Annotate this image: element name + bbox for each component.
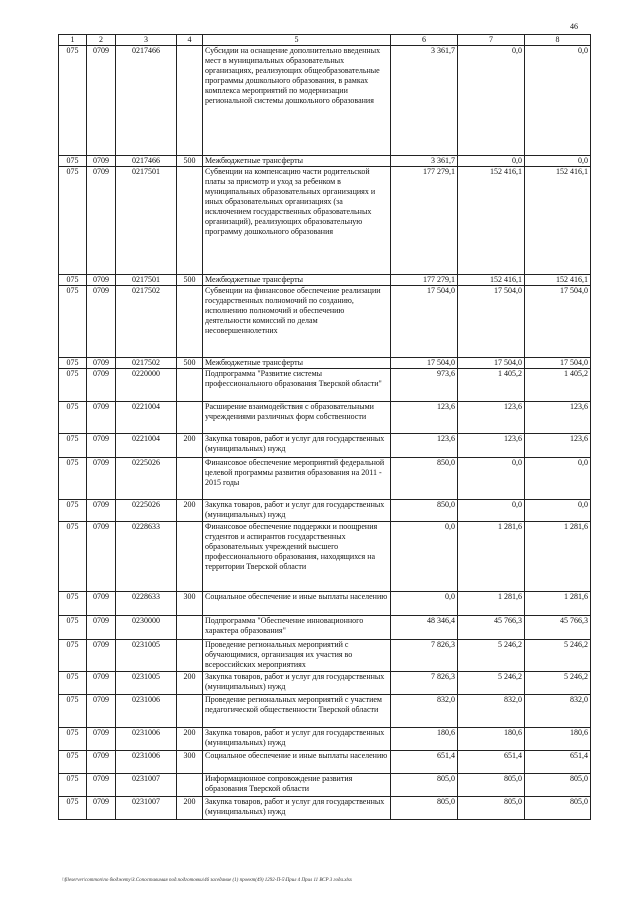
admin-code-cell: 075 <box>59 695 87 728</box>
expense-type-cell <box>177 286 203 358</box>
amount-year2-cell: 651,4 <box>458 751 525 774</box>
amount-year3-cell: 45 766,3 <box>525 616 591 640</box>
admin-code-cell: 075 <box>59 797 87 820</box>
amount-year3-cell: 0,0 <box>525 458 591 500</box>
description-cell: Подпрограмма "Развитие системы профессионального образования Тверской области" <box>203 369 391 402</box>
admin-code-cell: 075 <box>59 522 87 592</box>
amount-year1-cell: 805,0 <box>391 774 458 797</box>
section-code-cell: 0709 <box>87 167 116 275</box>
article-code-cell: 0231006 <box>116 751 177 774</box>
table-row <box>59 592 591 616</box>
amount-year2-cell: 5 246,2 <box>458 672 525 695</box>
table-row <box>59 402 591 434</box>
expense-type-cell: 500 <box>177 275 203 286</box>
amount-year1-cell: 17 504,0 <box>391 286 458 358</box>
section-code-cell: 0709 <box>87 500 116 522</box>
amount-year2-cell: 0,0 <box>458 500 525 522</box>
admin-code-cell: 075 <box>59 46 87 156</box>
page-number: 46 <box>570 22 578 31</box>
section-code-cell: 0709 <box>87 402 116 434</box>
amount-year2-cell: 45 766,3 <box>458 616 525 640</box>
table-row <box>59 522 591 592</box>
article-code-cell: 0231007 <box>116 774 177 797</box>
amount-year1-cell: 177 279,1 <box>391 167 458 275</box>
table-row <box>59 695 591 728</box>
amount-year3-cell: 17 504,0 <box>525 286 591 358</box>
amount-year3-cell: 152 416,1 <box>525 167 591 275</box>
section-code-cell: 0709 <box>87 774 116 797</box>
table-row <box>59 616 591 640</box>
admin-code-cell: 075 <box>59 672 87 695</box>
amount-year2-cell: 152 416,1 <box>458 275 525 286</box>
section-code-cell: 0709 <box>87 46 116 156</box>
expense-type-cell: 200 <box>177 728 203 751</box>
expense-type-cell: 300 <box>177 592 203 616</box>
amount-year2-cell: 0,0 <box>458 46 525 156</box>
admin-code-cell: 075 <box>59 286 87 358</box>
description-cell: Субвенции на финансовое обеспечение реализации государственных полномочий по созданию, исполнению полномочий и обеспечению деятельности комиссий по делам несовершеннолетних <box>203 286 391 358</box>
amount-year2-cell: 17 504,0 <box>458 286 525 358</box>
amount-year1-cell: 651,4 <box>391 751 458 774</box>
expense-type-cell: 200 <box>177 672 203 695</box>
table-row <box>59 640 591 672</box>
article-code-cell: 0217466 <box>116 156 177 167</box>
section-code-cell: 0709 <box>87 751 116 774</box>
table-row <box>59 369 591 402</box>
amount-year1-cell: 123,6 <box>391 402 458 434</box>
article-code-cell: 0228633 <box>116 592 177 616</box>
description-cell: Межбюджетные трансферты <box>203 275 391 286</box>
header-cell: 8 <box>525 35 591 46</box>
amount-year1-cell: 180,6 <box>391 728 458 751</box>
amount-year2-cell: 17 504,0 <box>458 358 525 369</box>
expense-type-cell: 200 <box>177 797 203 820</box>
amount-year2-cell: 180,6 <box>458 728 525 751</box>
amount-year3-cell: 5 246,2 <box>525 672 591 695</box>
amount-year1-cell: 7 826,3 <box>391 672 458 695</box>
admin-code-cell: 075 <box>59 275 87 286</box>
amount-year3-cell: 123,6 <box>525 402 591 434</box>
description-cell: Субсидии на оснащение дополнительно введенных мест в муниципальных образовательных организациях, реализующих общеобразовательные программы дошкольного образования, в рамках комплекса мероприятий по модернизации региональной системы дошкольного образования <box>203 46 391 156</box>
section-code-cell: 0709 <box>87 695 116 728</box>
amount-year3-cell: 805,0 <box>525 797 591 820</box>
description-cell: Социальное обеспечение и иные выплаты населению <box>203 751 391 774</box>
article-code-cell: 0217502 <box>116 358 177 369</box>
admin-code-cell: 075 <box>59 751 87 774</box>
article-code-cell: 0217466 <box>116 46 177 156</box>
amount-year2-cell: 5 246,2 <box>458 640 525 672</box>
amount-year3-cell: 180,6 <box>525 728 591 751</box>
description-cell: Закупка товаров, работ и услуг для государственных (муниципальных) нужд <box>203 797 391 820</box>
section-code-cell: 0709 <box>87 434 116 458</box>
section-code-cell: 0709 <box>87 797 116 820</box>
expense-type-cell <box>177 640 203 672</box>
admin-code-cell: 075 <box>59 640 87 672</box>
section-code-cell: 0709 <box>87 640 116 672</box>
description-cell: Социальное обеспечение и иные выплаты населению <box>203 592 391 616</box>
amount-year3-cell: 17 504,0 <box>525 358 591 369</box>
header-cell: 5 <box>203 35 391 46</box>
table-row <box>59 500 591 522</box>
description-cell: Межбюджетные трансферты <box>203 156 391 167</box>
expense-type-cell <box>177 774 203 797</box>
admin-code-cell: 075 <box>59 774 87 797</box>
amount-year3-cell: 1 405,2 <box>525 369 591 402</box>
amount-year1-cell: 832,0 <box>391 695 458 728</box>
admin-code-cell: 075 <box>59 434 87 458</box>
section-code-cell: 0709 <box>87 616 116 640</box>
admin-code-cell: 075 <box>59 616 87 640</box>
amount-year2-cell: 832,0 <box>458 695 525 728</box>
amount-year1-cell: 805,0 <box>391 797 458 820</box>
section-code-cell: 0709 <box>87 275 116 286</box>
section-code-cell: 0709 <box>87 728 116 751</box>
amount-year3-cell: 832,0 <box>525 695 591 728</box>
table-row <box>59 434 591 458</box>
amount-year2-cell: 1 405,2 <box>458 369 525 402</box>
section-code-cell: 0709 <box>87 286 116 358</box>
expense-type-cell <box>177 458 203 500</box>
amount-year3-cell: 152 416,1 <box>525 275 591 286</box>
description-cell: Расширение взаимодействия с образовательными учреждениями различных форм собственности <box>203 402 391 434</box>
description-cell: Субвенции на компенсацию части родительской платы за присмотр и уход за ребенком в муниципальных образовательных организациях и иных образовательных организациях (за исключением государственных образовательных организаций), реализующих образовательную программу дошкольного образования <box>203 167 391 275</box>
header-cell: 3 <box>116 35 177 46</box>
admin-code-cell: 075 <box>59 728 87 751</box>
section-code-cell: 0709 <box>87 672 116 695</box>
expense-type-cell <box>177 369 203 402</box>
expense-type-cell <box>177 522 203 592</box>
section-code-cell: 0709 <box>87 156 116 167</box>
table-row <box>59 275 591 286</box>
expense-type-cell <box>177 46 203 156</box>
table-header-row <box>59 35 591 46</box>
header-cell: 7 <box>458 35 525 46</box>
amount-year3-cell: 0,0 <box>525 46 591 156</box>
footer-file-path: \\fileserver\common\по бюджету\З.Сопоставимая под.подготовки\46 заседание (1) проект(49) 1292-П-5\Прил 4 Прил 11 ВСР 3 года.xlsx <box>62 878 352 883</box>
amount-year3-cell: 0,0 <box>525 500 591 522</box>
amount-year2-cell: 0,0 <box>458 156 525 167</box>
article-code-cell: 0221004 <box>116 402 177 434</box>
amount-year1-cell: 3 361,7 <box>391 46 458 156</box>
expense-type-cell: 300 <box>177 751 203 774</box>
description-cell: Межбюджетные трансферты <box>203 358 391 369</box>
admin-code-cell: 075 <box>59 500 87 522</box>
article-code-cell: 0221004 <box>116 434 177 458</box>
amount-year1-cell: 177 279,1 <box>391 275 458 286</box>
section-code-cell: 0709 <box>87 358 116 369</box>
amount-year1-cell: 850,0 <box>391 500 458 522</box>
expense-type-cell: 500 <box>177 358 203 369</box>
article-code-cell: 0220000 <box>116 369 177 402</box>
table-row <box>59 167 591 275</box>
article-code-cell: 0217501 <box>116 275 177 286</box>
amount-year1-cell: 0,0 <box>391 522 458 592</box>
amount-year2-cell: 123,6 <box>458 434 525 458</box>
header-cell: 4 <box>177 35 203 46</box>
header-cell: 6 <box>391 35 458 46</box>
amount-year2-cell: 805,0 <box>458 797 525 820</box>
article-code-cell: 0231006 <box>116 695 177 728</box>
amount-year2-cell: 152 416,1 <box>458 167 525 275</box>
section-code-cell: 0709 <box>87 369 116 402</box>
amount-year2-cell: 0,0 <box>458 458 525 500</box>
article-code-cell: 0228633 <box>116 522 177 592</box>
header-cell: 2 <box>87 35 116 46</box>
amount-year3-cell: 805,0 <box>525 774 591 797</box>
expense-type-cell: 200 <box>177 500 203 522</box>
amount-year3-cell: 0,0 <box>525 156 591 167</box>
description-cell: Закупка товаров, работ и услуг для государственных (муниципальных) нужд <box>203 500 391 522</box>
table-row <box>59 46 591 156</box>
amount-year3-cell: 1 281,6 <box>525 592 591 616</box>
table-row <box>59 672 591 695</box>
article-code-cell: 0225026 <box>116 500 177 522</box>
admin-code-cell: 075 <box>59 369 87 402</box>
article-code-cell: 0230000 <box>116 616 177 640</box>
description-cell: Финансовое обеспечение мероприятий федеральной целевой программы развития образования на 2011 - 2015 годы <box>203 458 391 500</box>
admin-code-cell: 075 <box>59 402 87 434</box>
section-code-cell: 0709 <box>87 592 116 616</box>
budget-table <box>58 34 591 820</box>
description-cell: Проведение региональных мероприятий с участием педагогической общественности Тверской области <box>203 695 391 728</box>
description-cell: Проведение региональных мероприятий с обучающимися, организация их участия во всероссийских мероприятиях <box>203 640 391 672</box>
amount-year3-cell: 123,6 <box>525 434 591 458</box>
table-row <box>59 797 591 820</box>
admin-code-cell: 075 <box>59 592 87 616</box>
amount-year2-cell: 805,0 <box>458 774 525 797</box>
description-cell: Информационное сопровождение развития образования Тверской области <box>203 774 391 797</box>
amount-year1-cell: 973,6 <box>391 369 458 402</box>
amount-year3-cell: 1 281,6 <box>525 522 591 592</box>
article-code-cell: 0217502 <box>116 286 177 358</box>
table-row <box>59 358 591 369</box>
amount-year3-cell: 5 246,2 <box>525 640 591 672</box>
section-code-cell: 0709 <box>87 458 116 500</box>
amount-year3-cell: 651,4 <box>525 751 591 774</box>
amount-year1-cell: 850,0 <box>391 458 458 500</box>
admin-code-cell: 075 <box>59 358 87 369</box>
description-cell: Закупка товаров, работ и услуг для государственных (муниципальных) нужд <box>203 434 391 458</box>
admin-code-cell: 075 <box>59 167 87 275</box>
table-row <box>59 286 591 358</box>
expense-type-cell <box>177 616 203 640</box>
header-cell: 1 <box>59 35 87 46</box>
description-cell: Финансовое обеспечение поддержки и поощрения студентов и аспирантов государственных образовательных учреждений высшего профессионального образования, находящихся на территории Тверской области <box>203 522 391 592</box>
amount-year1-cell: 48 346,4 <box>391 616 458 640</box>
amount-year1-cell: 7 826,3 <box>391 640 458 672</box>
amount-year2-cell: 1 281,6 <box>458 592 525 616</box>
description-cell: Закупка товаров, работ и услуг для государственных (муниципальных) нужд <box>203 728 391 751</box>
article-code-cell: 0231006 <box>116 728 177 751</box>
description-cell: Подпрограмма "Обеспечение инновационного характера образования" <box>203 616 391 640</box>
description-cell: Закупка товаров, работ и услуг для государственных (муниципальных) нужд <box>203 672 391 695</box>
table-row <box>59 156 591 167</box>
amount-year1-cell: 123,6 <box>391 434 458 458</box>
admin-code-cell: 075 <box>59 458 87 500</box>
expense-type-cell <box>177 695 203 728</box>
table-row <box>59 774 591 797</box>
article-code-cell: 0231005 <box>116 640 177 672</box>
expense-type-cell: 500 <box>177 156 203 167</box>
table-body <box>59 46 591 820</box>
amount-year1-cell: 0,0 <box>391 592 458 616</box>
section-code-cell: 0709 <box>87 522 116 592</box>
amount-year2-cell: 1 281,6 <box>458 522 525 592</box>
expense-type-cell <box>177 167 203 275</box>
amount-year1-cell: 3 361,7 <box>391 156 458 167</box>
amount-year2-cell: 123,6 <box>458 402 525 434</box>
amount-year1-cell: 17 504,0 <box>391 358 458 369</box>
expense-type-cell: 200 <box>177 434 203 458</box>
table-row <box>59 728 591 751</box>
article-code-cell: 0231007 <box>116 797 177 820</box>
article-code-cell: 0231005 <box>116 672 177 695</box>
expense-type-cell <box>177 402 203 434</box>
admin-code-cell: 075 <box>59 156 87 167</box>
article-code-cell: 0225026 <box>116 458 177 500</box>
table-row <box>59 751 591 774</box>
article-code-cell: 0217501 <box>116 167 177 275</box>
table-row <box>59 458 591 500</box>
